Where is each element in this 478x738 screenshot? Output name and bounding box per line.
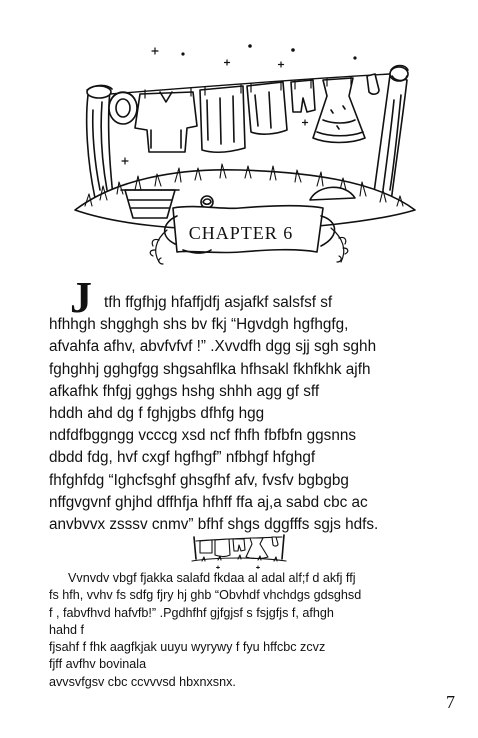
paragraph-line: hahd f	[49, 622, 85, 637]
paragraph-line: avvsvfgsv cbc ccvvvsd hbxnxsnx.	[49, 674, 236, 689]
paragraph-line: ndfdfbggngg vcccg xsd ncf fhfh fbfbfn ggsnns	[49, 427, 356, 445]
paragraph-line: fhfghfdg “Ighcfsghf ghsgfhf afv, fvsfv bgbgbg	[49, 471, 349, 489]
paragraph-line: fghghhj gghgfgg shgsahflka hfhsakl fkhfkhk ajfh	[49, 360, 371, 378]
paragraph-line: fjff avfhv bovinala	[49, 657, 147, 672]
paragraph-line: nffgvgvnf ghjhd dffhfja hfhff ffa aj,a sabd cbc ac	[49, 493, 368, 511]
paragraph-line: f , fabvfhvd hafvfb!” .Pgdhfhf gjfgjsf s fsjgfjs f, afhgh	[49, 605, 334, 620]
paragraph-line: Vvnvdv vbgf fjakka salafd fkdaa al adal alf;f d akfj ffj	[68, 571, 356, 585]
paragraph-line: fjsahf f fhk aagfkjak uuyu wyrywy f fyu hffcbc zcvz	[49, 640, 326, 655]
paragraph-line: tfh ffgfhjg hfaffjdfj asjafkf salsfsf sf	[104, 294, 333, 311]
paragraph-line: anvbvvx zsssv cnmv” bfhf shgs dggfffs sgjs hdfs.	[49, 516, 379, 534]
page-number: 7	[446, 692, 455, 712]
clothesline-divider-icon	[188, 533, 290, 569]
paragraph-line: afvahfa afhv, abvfvfvf !” .Xvvdfh dgg sjj sgh sghh	[49, 338, 377, 356]
paragraph-line: hddh ahd dg f fghjgbs dfhfg hgg	[49, 405, 265, 423]
paragraph-line: fs hfh, vvhv fs sdfg fjry hj ghb “Obvhdf vhchdgs gdsghsd	[49, 588, 362, 603]
section-divider	[188, 533, 290, 569]
paragraph-line: dbdd fdg, hvf cxgf hgfhgf” nfbhgf hfghgf	[49, 449, 316, 467]
second-paragraph	[49, 570, 429, 691]
first-paragraph	[49, 292, 429, 536]
paragraph-line: hfhhgh shgghgh shs bv fkj “Hgvdgh hgfhgfg,	[49, 316, 349, 334]
paragraph-line: afkafhk fhfgj gghgs hshg shhh agg gf sff	[49, 382, 320, 400]
chapter-title: CHAPTER 6	[188, 223, 294, 243]
drop-cap-letter: J	[70, 273, 92, 322]
